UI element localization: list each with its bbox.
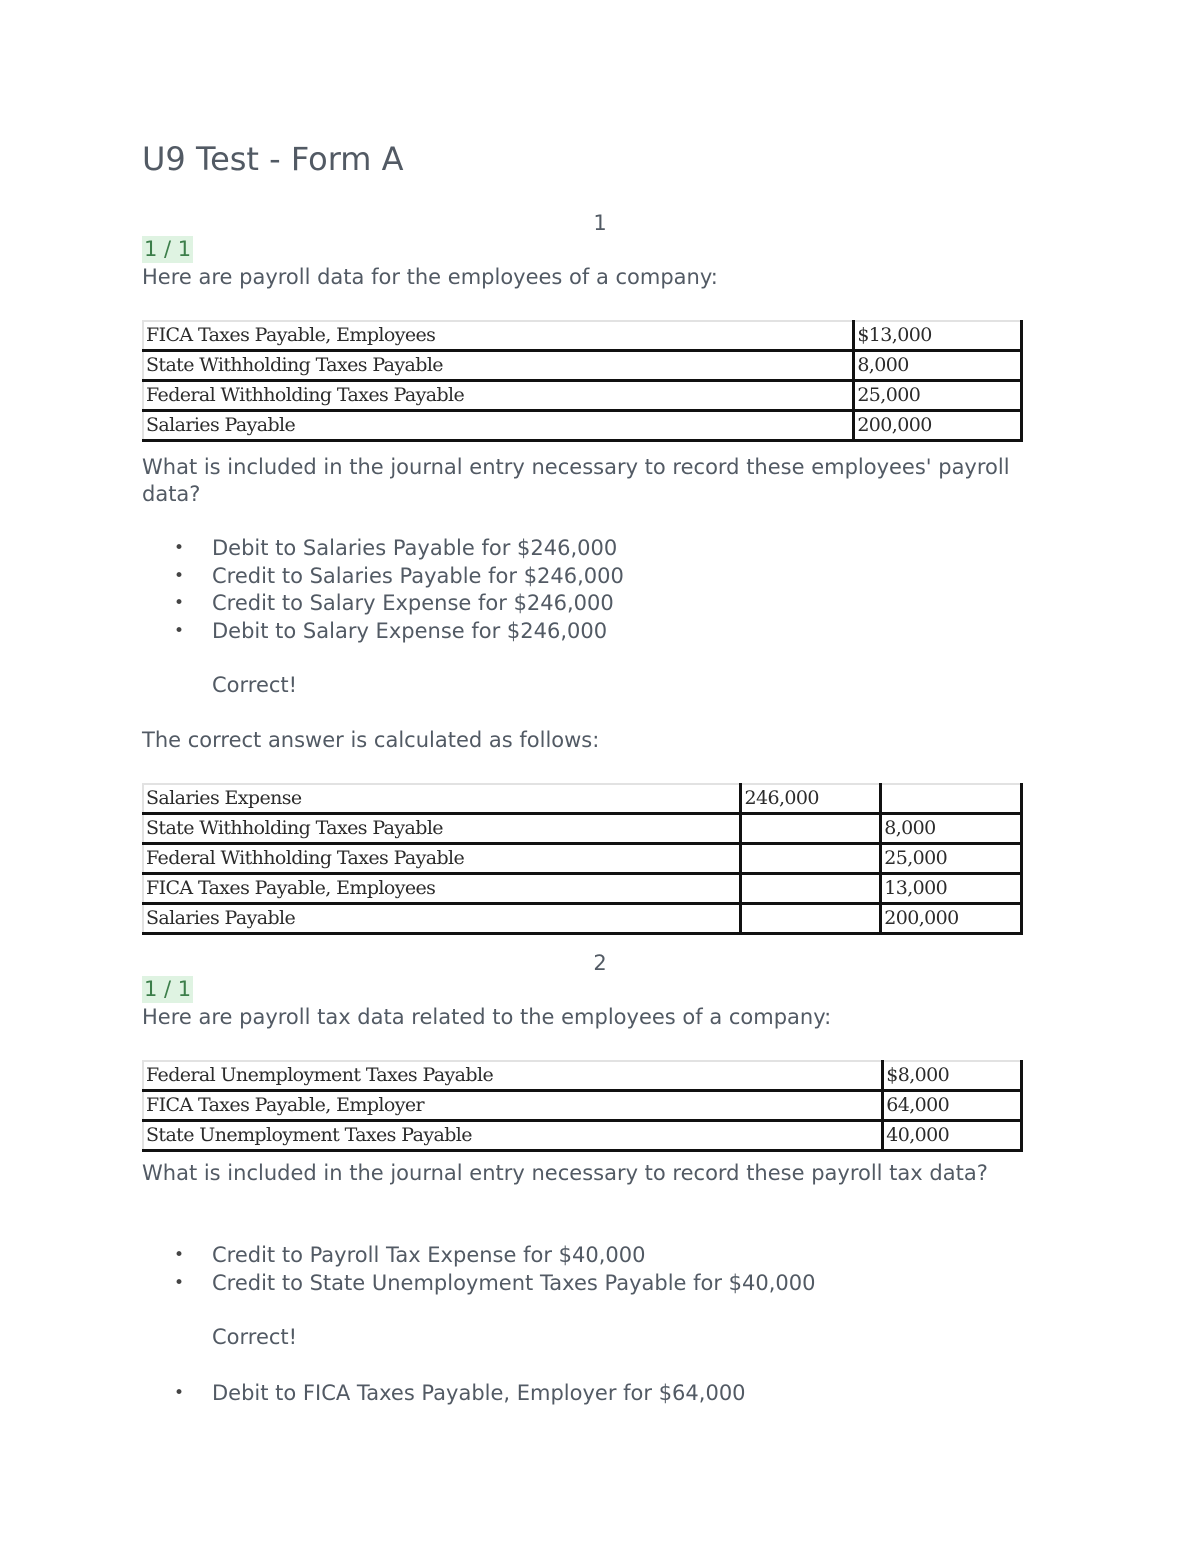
- answer-choice[interactable]: • Credit to Salary Expense for $246,000: [212, 590, 624, 618]
- table-cell: 13,000: [881, 874, 1022, 904]
- answer-choices: [142, 1380, 746, 1408]
- table-cell: [881, 784, 1022, 814]
- answer-choice[interactable]: • Debit to Salary Expense for $246,000: [212, 618, 624, 646]
- question-text: What is included in the journal entry necessary to record these payroll tax data?: [142, 1161, 988, 1185]
- table-cell: Federal Unemployment Taxes Payable: [143, 1061, 883, 1091]
- table-cell: Federal Withholding Taxes Payable: [143, 844, 741, 874]
- table-cell: State Unemployment Taxes Payable: [143, 1121, 883, 1151]
- table-row: [143, 351, 1022, 381]
- table-row: [143, 321, 1022, 351]
- table-cell: 200,000: [854, 411, 1022, 441]
- table-row: [143, 814, 1022, 844]
- question-intro: Here are payroll data for the employees of a company:: [142, 265, 718, 289]
- table-row: [143, 874, 1022, 904]
- question-number: 2: [593, 951, 607, 975]
- table-row: [143, 1121, 1022, 1151]
- table-cell: FICA Taxes Payable, Employer: [143, 1091, 883, 1121]
- table-row: [143, 1061, 1022, 1091]
- table-cell: 200,000: [881, 904, 1022, 934]
- table-cell: 25,000: [854, 381, 1022, 411]
- explanation-text: The correct answer is calculated as follows:: [142, 728, 600, 752]
- table-cell: 64,000: [883, 1091, 1022, 1121]
- answer-choice[interactable]: • Debit to Salaries Payable for $246,000: [212, 535, 624, 563]
- feedback-correct: Correct!: [212, 1325, 298, 1349]
- answer-choice[interactable]: • Credit to Payroll Tax Expense for $40,000: [212, 1242, 816, 1270]
- table-row: [143, 784, 1022, 814]
- table-cell: 40,000: [883, 1121, 1022, 1151]
- table-cell: State Withholding Taxes Payable: [143, 351, 854, 381]
- table-cell: $13,000: [854, 321, 1022, 351]
- table-cell: 25,000: [881, 844, 1022, 874]
- table-cell: $8,000: [883, 1061, 1022, 1091]
- answer-choice[interactable]: • Debit to FICA Taxes Payable, Employer for $64,000: [212, 1380, 746, 1408]
- question-text: What is included in the journal entry necessary to record these employees' payroll data?: [142, 455, 1010, 506]
- table-row: [143, 381, 1022, 411]
- answer-choices: [142, 535, 624, 645]
- answer-table: [142, 783, 1023, 935]
- table-cell: 8,000: [881, 814, 1022, 844]
- table-cell: Salaries Expense: [143, 784, 741, 814]
- payroll-tax-table: [142, 1060, 1023, 1152]
- table-row: [143, 904, 1022, 934]
- table-row: [143, 411, 1022, 441]
- table-cell: FICA Taxes Payable, Employees: [143, 874, 741, 904]
- table-cell: [741, 904, 881, 934]
- answer-choice[interactable]: • Credit to State Unemployment Taxes Payable for $40,000: [212, 1270, 816, 1298]
- question-intro: Here are payroll tax data related to the employees of a company:: [142, 1005, 832, 1029]
- feedback-correct: Correct!: [212, 673, 298, 697]
- table-cell: 8,000: [854, 351, 1022, 381]
- table-cell: 246,000: [741, 784, 881, 814]
- table-cell: [741, 844, 881, 874]
- table-cell: [741, 874, 881, 904]
- table-row: [143, 1091, 1022, 1121]
- table-cell: [741, 814, 881, 844]
- answer-choice[interactable]: • Credit to Salaries Payable for $246,000: [212, 563, 624, 591]
- table-row: [143, 844, 1022, 874]
- table-cell: State Withholding Taxes Payable: [143, 814, 741, 844]
- score-badge: 1 / 1: [144, 237, 192, 261]
- table-cell: Salaries Payable: [143, 411, 854, 441]
- question-number: 1: [593, 211, 607, 235]
- payroll-data-table: [142, 320, 1023, 442]
- answer-choices: [142, 1242, 816, 1297]
- page-title: U9 Test - Form A: [142, 140, 404, 178]
- score-badge: 1 / 1: [144, 977, 192, 1001]
- table-cell: Federal Withholding Taxes Payable: [143, 381, 854, 411]
- table-cell: Salaries Payable: [143, 904, 741, 934]
- table-cell: FICA Taxes Payable, Employees: [143, 321, 854, 351]
